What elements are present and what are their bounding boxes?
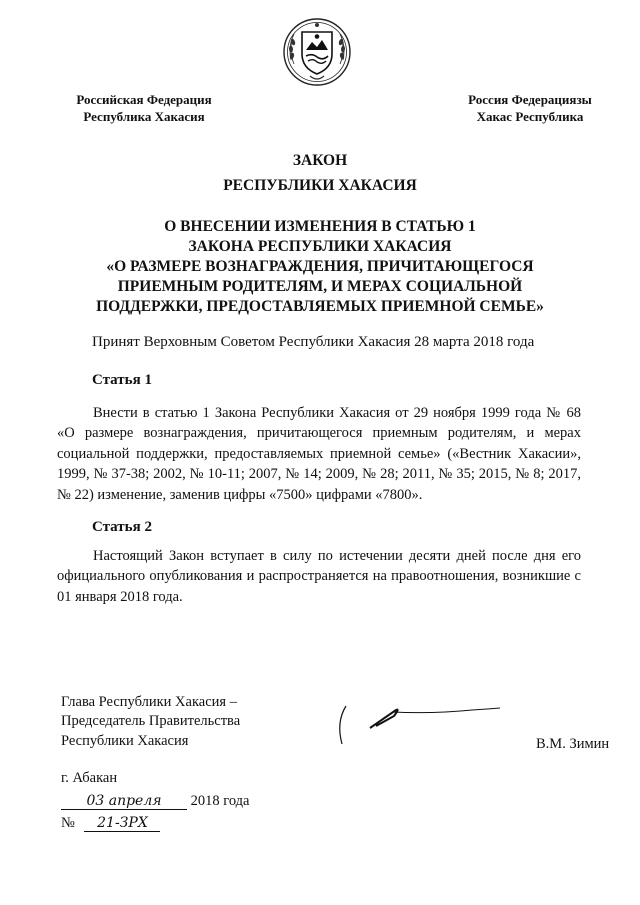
number-prefix: № bbox=[61, 815, 75, 831]
signing-date bbox=[61, 793, 249, 813]
document-title-line1: ЗАКОН bbox=[292, 152, 348, 169]
header-right-line2: Хакас Республика bbox=[476, 109, 584, 124]
signatory-position-line: Глава Республики Хакасия – bbox=[61, 694, 237, 710]
subject-line: ПОДДЕРЖКИ, ПРЕДОСТАВЛЯЕМЫХ ПРИЕМНОЙ СЕМЬЕ» bbox=[96, 298, 544, 315]
signatory-position-line: Республики Хакасия bbox=[61, 732, 189, 749]
place-of-signing: г. Абакан bbox=[61, 770, 118, 786]
handwritten-date: 03 апреля bbox=[61, 793, 187, 810]
header-right-line1: Россия Федерациязы bbox=[468, 92, 592, 107]
law-number bbox=[61, 815, 160, 835]
date-year: 2018 года bbox=[190, 793, 250, 809]
adoption-statement: Принят Верховным Советом Республики Хакасия 28 марта 2018 года bbox=[92, 334, 535, 350]
article-1-heading: Статья 1 bbox=[92, 372, 152, 388]
header-left-line1: Российская Федерация bbox=[76, 92, 212, 107]
signatory-position bbox=[61, 693, 240, 751]
law-subject bbox=[80, 217, 560, 317]
subject-line: О ВНЕСЕНИИ ИЗМЕНЕНИЯ В СТАТЬЮ 1 bbox=[164, 218, 476, 235]
header-right bbox=[456, 91, 604, 125]
handwritten-signature bbox=[332, 700, 522, 760]
article-2-text: Настоящий Закон вступает в силу по истечении десяти дней после дня его официального опубликования и распространяется на правоотношения, возникшие с 01 января 2018 года. bbox=[57, 548, 581, 605]
article-2-heading: Статья 2 bbox=[92, 519, 152, 535]
subject-line: ПРИЕМНЫМ РОДИТЕЛЯМ, И МЕРАХ СОЦИАЛЬНОЙ bbox=[117, 278, 523, 295]
handwritten-number: 21-ЗРХ bbox=[84, 815, 160, 832]
subject-line: ЗАКОНА РЕСПУБЛИКИ ХАКАСИЯ bbox=[188, 238, 452, 255]
header-left-line2: Республика Хакасия bbox=[83, 109, 205, 124]
signatory-name: В.М. Зимин bbox=[536, 736, 610, 752]
coat-of-arms-emblem bbox=[282, 16, 352, 88]
subject-line: «О РАЗМЕРЕ ВОЗНАГРАЖДЕНИЯ, ПРИЧИТАЮЩЕГОСЯ bbox=[106, 258, 534, 275]
header-left bbox=[64, 91, 224, 125]
article-1-text: Внести в статью 1 Закона Республики Хакасия от 29 ноября 1999 года № 68 «О размере вознаграждения, причитающегося приемным родителям, и мерах социальной поддержки, предоставляемых приемной семье» («Вестник Хакасии», 1999, № 37-38; 2002, № 10-11; 2007, № 14; 2009, № 28; 2011, № 35; 2015, № 8; 2017, № 22) изменение, заменив цифры «7500» цифрами «7800». bbox=[57, 405, 581, 503]
document-title-line2: РЕСПУБЛИКИ ХАКАСИЯ bbox=[223, 177, 417, 194]
signatory-position-line: Председатель Правительства bbox=[61, 713, 241, 730]
